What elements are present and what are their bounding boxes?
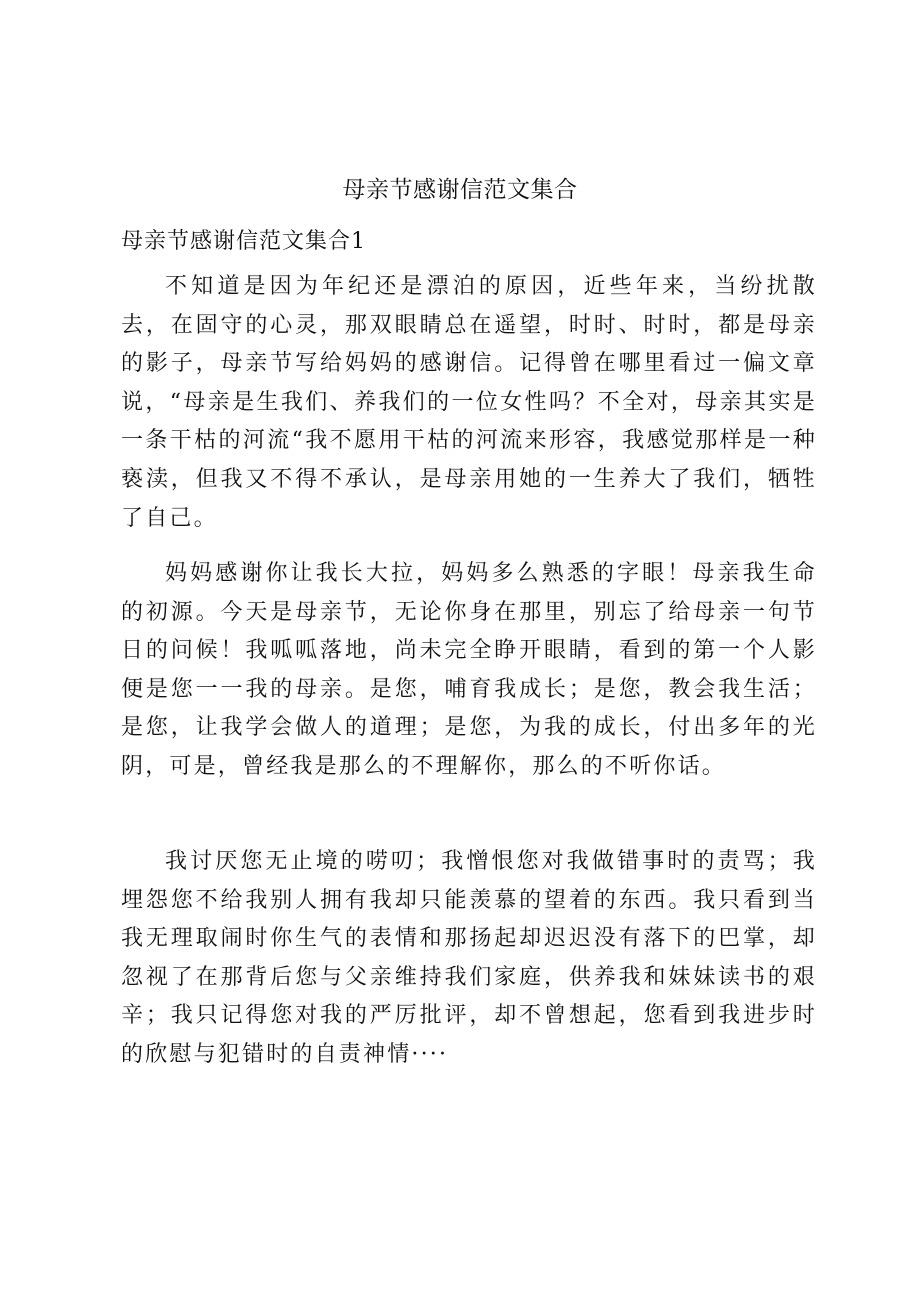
body-paragraph-2: 妈妈感谢你让我长大拉，妈妈多么熟悉的字眼！母亲我生命的初源。今天是母亲节，无论你身在那里，别忘了给母亲一句节日的问候！我呱呱落地，尚未完全睁开眼睛，看到的第一个人影便是您一一我的母亲。是您，哺育我成长；是您，教会我生活；是您，让我学会做人的道理；是您，为我的成长，付出多年的光阴，可是，曾经我是那么的不理解你，那么的不听你话。 [121,561,817,779]
document-title: 母亲节感谢信范文集合 [342,177,578,203]
body-paragraph-3: 我讨厌您无止境的唠叨；我憎恨您对我做错事时的责骂；我埋怨您不给我别人拥有我却只能羡慕的望着的东西。我只看到当我无理取闹时你生气的表情和那扬起却迟迟没有落下的巴掌，却忽视了在那背后您与父亲维持我们家庭，供养我和妹妹读书的艰辛；我只记得您对我的严厉批评，却不曾想起，您看到我进步时的欣慰与犯错时的自责神情···· [121,849,817,1067]
body-paragraph-1: 不知道是因为年纪还是漂泊的原因，近些年来，当纷扰散去，在固守的心灵，那双眼睛总在遥望，时时、时时，都是母亲的影子，母亲节写给妈妈的感谢信。记得曾在哪里看过一偏文章说，“母亲是生我们、养我们的一位女性吗？不全对，母亲其实是一条干枯的河流“我不愿用干枯的河流来形容，我感觉那样是一种亵渎，但我又不得不承认，是母亲用她的一生养大了我们，牺牲了自己。 [121,274,817,531]
section-heading: 母亲节感谢信范文集合1 [121,229,366,254]
